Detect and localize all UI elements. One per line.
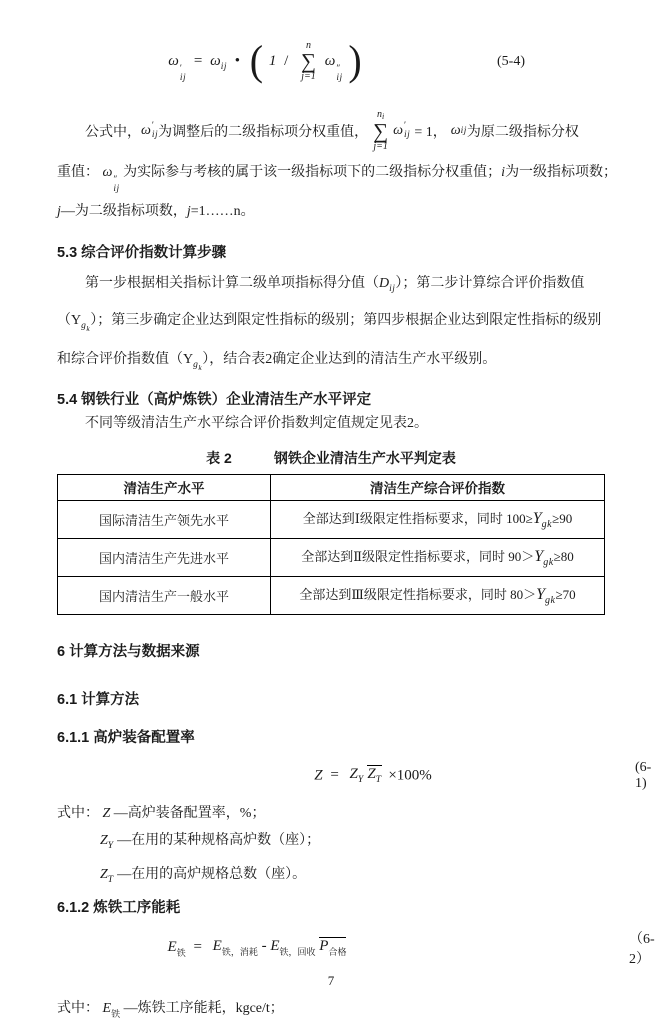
equation-number-5-4: (5-4)	[497, 54, 525, 69]
equation-5-4-body	[168, 37, 363, 85]
math-equals: =	[330, 766, 339, 783]
text-run: 公式中，	[85, 125, 141, 140]
section-heading-5-3: 5.3 综合评价指数计算步骤	[57, 244, 227, 261]
math-one: 1	[268, 52, 277, 69]
text-run: ）；第三步确定企业达到限定性指标的级别；第四步根据企业达到限定性指标的级别	[90, 312, 602, 328]
math-var-omega: ω	[324, 52, 336, 69]
math-equals: =	[193, 939, 202, 956]
paragraph-line	[57, 305, 605, 344]
math-var-i: i	[501, 165, 506, 180]
equation-5-4	[57, 26, 605, 98]
math-var-Z: Z	[100, 866, 108, 882]
text-run: 为一级指标项数；	[505, 165, 618, 180]
text-run: （	[57, 312, 71, 328]
math-var-Y: Y	[71, 312, 82, 328]
math-equals: =	[193, 52, 203, 69]
text-run: ）；第二步计算综合评价指数值	[395, 275, 585, 291]
paragraph-line	[57, 268, 605, 305]
table-header-index: 清洁生产综合评价指数	[271, 474, 605, 500]
paragraph-line	[57, 344, 605, 383]
math-sub: gk	[545, 595, 556, 606]
legend-line	[57, 827, 605, 861]
table-2-caption	[57, 448, 605, 468]
math-sub: T	[107, 874, 114, 885]
paragraph-line	[57, 195, 605, 228]
big-paren-open: (	[249, 37, 264, 85]
legend-line	[57, 861, 605, 895]
text-run: 第一步根据相关指标计算二级单项指标得分值（	[85, 275, 379, 291]
fraction: $E_{铁,消耗} - E_{铁,回收}$ $P_{合格}$	[212, 937, 347, 957]
table-caption-title: 钢铁企业清洁生产水平判定表	[273, 449, 456, 466]
equation-6-1-body	[314, 765, 432, 787]
math-supsub: ″ ij	[113, 175, 120, 194]
table-2	[57, 474, 605, 615]
text-run: ），结合表2确定企业达到的清洁生产水平级别。	[202, 351, 497, 367]
equation-6-2-legend	[57, 994, 605, 1029]
table-header-level: 清洁生产水平	[58, 474, 271, 500]
math-var-j: j	[57, 203, 61, 219]
section-heading-5-4: 5.4 钢铁行业（高炉炼铁）企业清洁生产水平评定	[57, 391, 372, 408]
math-dot: •	[234, 52, 241, 69]
math-var-Z: Z	[102, 805, 111, 821]
section-heading-6-1: 6.1 计算方法	[57, 691, 140, 708]
paragraph-5-4-intro	[57, 409, 605, 439]
text-run: 为实际参与考核的属于该一级指标项下的二级指标分权重值；	[123, 165, 502, 180]
table-cell-level: 国内清洁生产一般水平	[58, 576, 271, 614]
text-run: —在用的某种规格高炉数（座）；	[117, 833, 321, 848]
math-var-omega: ω	[141, 123, 151, 138]
table-cell-criteria: 全部达到Ⅲ级限定性指标要求，同时 $80>Y_{gk}\ge 70$	[271, 576, 605, 614]
text-run: —炼铁工序能耗，kgce/t；	[123, 1001, 284, 1016]
table-row	[58, 538, 605, 576]
legend-line	[57, 800, 605, 828]
equation-6-1-legend	[57, 800, 605, 895]
table-header-row	[58, 474, 605, 500]
table-cell-level: 国际清洁生产领先水平	[58, 500, 271, 538]
text-run: =1……n。	[190, 203, 255, 219]
equation-6-1	[57, 752, 652, 800]
math-var-omega: ω	[168, 52, 179, 69]
table-cell-criteria: 全部达到Ⅱ级限定性指标要求，同时 $90>Y_{gk}\ge 80$	[271, 538, 605, 576]
big-paren-close: )	[348, 37, 362, 85]
paragraph-line	[57, 106, 605, 156]
math-var-Z: Z	[100, 833, 108, 848]
equation-6-2	[57, 919, 655, 977]
math-var-E: E	[167, 939, 177, 956]
text-run: 式中：	[57, 805, 99, 821]
math-sub: ij	[220, 61, 227, 72]
math-sub: gk	[543, 557, 554, 568]
math-sub: ij	[389, 283, 396, 294]
math-var-Y: Y	[183, 351, 194, 367]
equation-number-6-1: (6-1)	[635, 759, 652, 791]
math-supsub: ′ ij	[151, 120, 159, 140]
math-sub: gk	[193, 359, 203, 372]
paragraph-formula-legend	[57, 106, 618, 228]
section-heading-6: 6 计算方法与数据来源	[57, 643, 200, 660]
math-sub: gk	[81, 320, 91, 333]
math-times-100: ×100%	[388, 766, 432, 783]
table-cell-criteria: 全部达到Ⅰ级限定性指标要求，同时 $100\ge Y_{gk}\ge 90$	[271, 500, 605, 538]
math-var-E: E	[102, 1001, 112, 1016]
text-run: 重值：	[57, 165, 99, 180]
math-var-j: j	[186, 203, 191, 219]
paragraph-line	[57, 156, 618, 195]
math-supsub: ′ ij	[404, 120, 411, 140]
summation-inline: $n_i$ ∑ j=1	[373, 109, 389, 152]
sigma-icon: ∑	[373, 119, 389, 143]
text-run: 为原二级指标分权	[466, 125, 579, 140]
text-run: —在用的高炉规格总数（座）。	[117, 866, 307, 882]
math-supsub: ′ ij	[179, 63, 187, 83]
math-eq-one: = 1，	[414, 125, 447, 140]
math-var-omega: ω	[210, 52, 221, 69]
math-sub-cn: 铁	[111, 1009, 121, 1019]
math-var-Z: Z	[314, 766, 323, 783]
section-heading-6-1-2: 6.1.2 炼铁工序能耗	[57, 900, 181, 916]
math-slash: /	[284, 52, 289, 69]
section-heading-6-1-1: 6.1.1 高炉装备配置率	[57, 729, 195, 746]
text-run: 和综合评价指数值（	[57, 351, 183, 367]
text-run: 不同等级清洁生产水平综合评价指数判定值规定见表2。	[85, 415, 428, 431]
math-var-omega: ω	[393, 123, 404, 138]
math-var-omega: ω	[450, 123, 461, 138]
math-sub: ij	[460, 126, 467, 136]
table-cell-level: 国内清洁生产先进水平	[58, 538, 271, 576]
page-number: 7	[327, 973, 335, 988]
math-sub: gk	[541, 519, 553, 530]
summation: n ∑ j=1	[301, 39, 316, 82]
math-var-Y: Y	[534, 548, 544, 565]
math-supsub: ″ ij	[336, 63, 343, 83]
math-sub: Y	[107, 841, 114, 851]
text-run: 为调整后的二级指标项分权重值，	[158, 125, 369, 140]
sigma-icon: ∑	[301, 48, 316, 73]
math-var-Y: Y	[536, 586, 546, 603]
paragraph-5-3	[57, 268, 605, 383]
equation-number-6-2: （6-2）	[629, 932, 655, 967]
math-var-Y: Y	[532, 510, 542, 527]
legend-line	[57, 994, 605, 1029]
table-row	[58, 576, 605, 614]
text-run: —为二级指标项数，	[60, 203, 187, 219]
math-var-omega: ω	[102, 165, 113, 180]
math-var-D: D	[379, 275, 390, 291]
table-caption-label: 表 2	[206, 449, 232, 466]
math-sub-cn: 铁	[176, 948, 186, 959]
table-row	[58, 500, 605, 538]
equation-6-2-body	[168, 937, 350, 959]
text-run: 式中：	[57, 1001, 99, 1016]
text-run: —高炉装备配置率，%；	[113, 805, 266, 821]
fraction: $Z_Y$ $Z_T$	[349, 765, 382, 785]
